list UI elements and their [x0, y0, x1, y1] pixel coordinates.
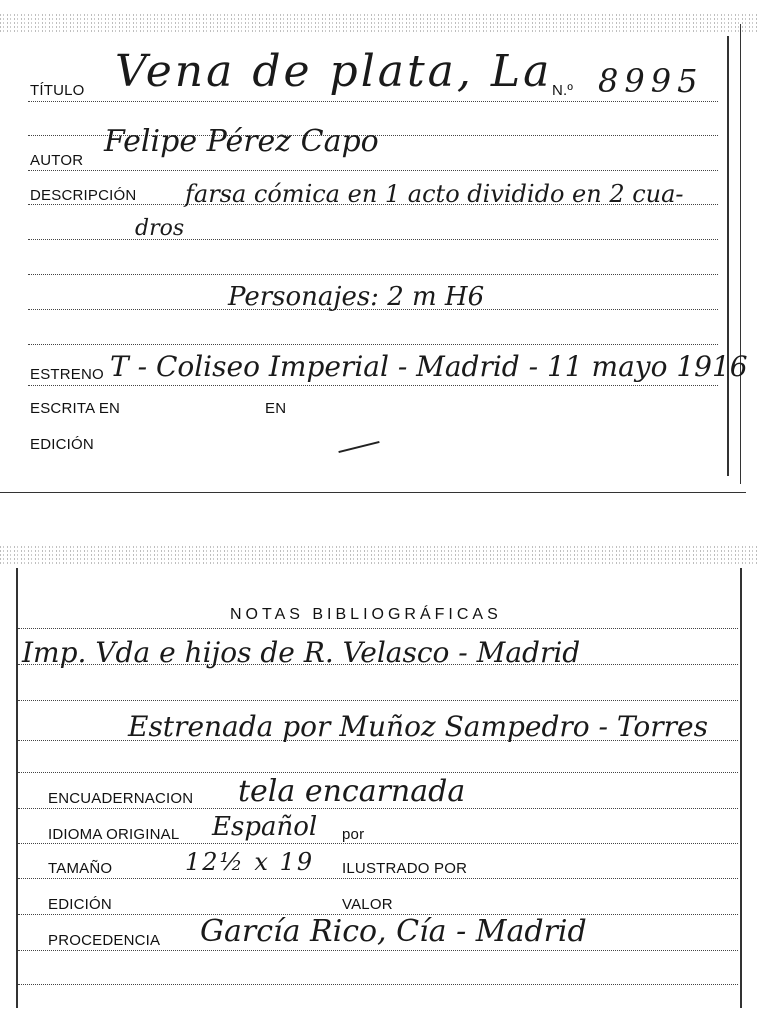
label-edicion: EDICIÓN [48, 896, 112, 913]
dotted-line [28, 239, 718, 240]
label-tamano: TAMAÑO [48, 860, 113, 877]
dotted-line [28, 385, 718, 386]
dotted-line [18, 843, 738, 844]
value-descripcion-line1: farsa cómica en 1 acto dividido en 2 cua- [185, 180, 684, 208]
dash-mark [338, 441, 379, 453]
label-encuadernacion: ENCUADERNACION [48, 790, 194, 807]
value-tamano: 12½ x 19 [185, 848, 315, 876]
notas-title: NOTAS BIBLIOGRÁFICAS [230, 606, 502, 623]
value-nota-estreno: Estrenada por Muñoz Sampedro - Torres [128, 710, 708, 743]
value-procedencia: García Rico, Cía - Madrid [200, 914, 587, 949]
dotted-line [18, 628, 738, 629]
label-escrita-en: ESCRITA EN [30, 400, 121, 417]
label-titulo: TÍTULO [30, 82, 85, 99]
value-personajes: Personajes: 2 m H6 [228, 282, 485, 312]
label-valor: VALOR [342, 896, 393, 913]
dotted-line [18, 700, 738, 701]
dotted-line [28, 274, 718, 275]
dotted-line [28, 170, 718, 171]
card-right-border [740, 568, 742, 1008]
label-edicion: EDICIÓN [30, 436, 94, 453]
value-nota-impresor: Imp. Vda e hijos de R. Velasco - Madrid [22, 636, 581, 669]
value-encuadernacion: tela encarnada [238, 774, 466, 809]
label-autor: AUTOR [30, 152, 84, 169]
dotted-line [18, 984, 738, 985]
label-ilustrado-por: ILUSTRADO POR [342, 860, 468, 877]
card-right-edge [740, 24, 741, 484]
card-left-border [16, 568, 18, 1008]
card-edge-texture [0, 544, 759, 566]
card-right-border [727, 36, 729, 476]
value-autor: Felipe Pérez Capo [104, 124, 379, 159]
dotted-line [18, 878, 738, 879]
card-edge-texture [0, 12, 759, 34]
dotted-line [28, 344, 718, 345]
label-por: por [342, 826, 365, 843]
dotted-line [18, 950, 738, 951]
label-procedencia: PROCEDENCIA [48, 932, 161, 949]
value-titulo: Vena de plata, La [115, 46, 553, 97]
label-numero: N.º [552, 82, 574, 99]
dotted-line [28, 101, 718, 102]
dotted-line [18, 772, 738, 773]
value-descripcion-line2: dros [135, 216, 185, 241]
value-idioma: Español [212, 812, 318, 842]
label-descripcion: DESCRIPCIÓN [30, 187, 137, 204]
catalog-card-top [0, 0, 759, 495]
value-numero: 8995 [598, 62, 704, 100]
value-estreno: T - Coliseo Imperial - Madrid - 11 mayo 1916 [110, 350, 748, 383]
label-en: EN [265, 400, 287, 417]
catalog-card-bottom [0, 540, 759, 1028]
label-idioma-original: IDIOMA ORIGINAL [48, 826, 180, 843]
label-estreno: ESTRENO [30, 366, 104, 383]
card-separator [0, 492, 746, 493]
